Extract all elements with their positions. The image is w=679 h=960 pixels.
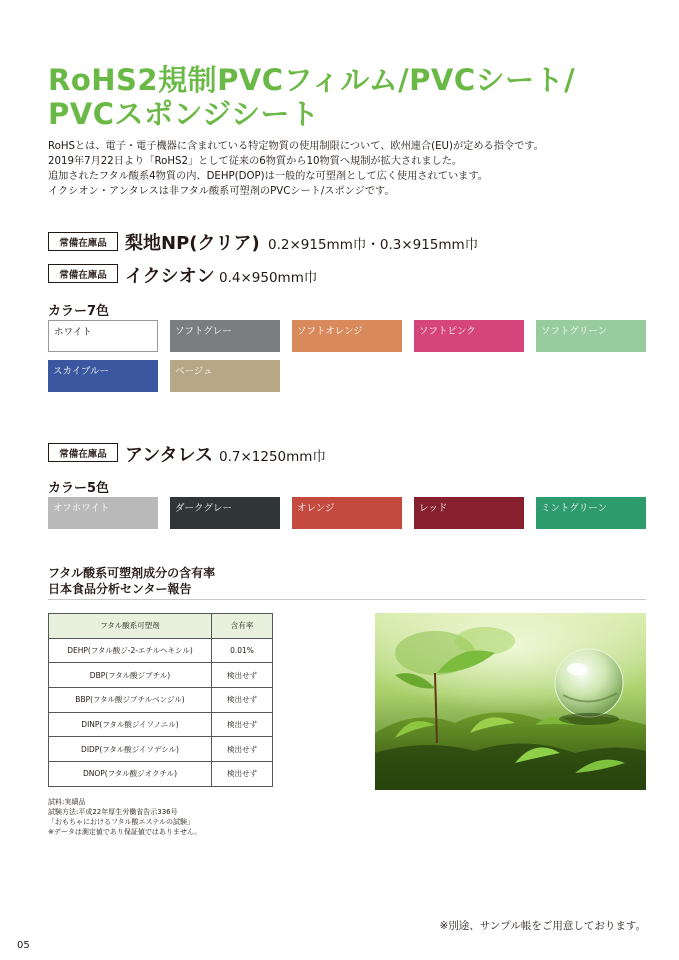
table-cell: DINP(フタル酸ジイソノニル) <box>49 712 212 737</box>
product-name: アンタレス <box>125 445 214 466</box>
table-row <box>49 712 273 737</box>
swatch-red: レッド <box>414 497 524 529</box>
table-cell: DIDP(フタル酸ジイソデシル) <box>49 737 212 762</box>
swatch-white: ホワイト <box>48 320 158 352</box>
divider <box>48 599 646 600</box>
swatch-off-white: オフホワイト <box>48 497 158 529</box>
note-line: 試料:実績品 <box>48 798 86 806</box>
intro-text <box>48 139 648 199</box>
table-cell: DNOP(フタル酸ジオクチル) <box>49 762 212 787</box>
intro-line: 追加されたフタル酸系4物質の内、DEHP(DOP)は一般的な可塑剤として広く使用されています。 <box>48 171 488 182</box>
report-heading-line-2: 日本食品分析センター報告 <box>48 582 192 596</box>
table-row <box>49 737 273 762</box>
page-title-line-2: PVCスポンジシート <box>48 97 320 131</box>
product-name: イクシオン <box>125 266 215 287</box>
table-cell: 検出せず <box>212 688 273 713</box>
stock-badge: 常備在庫品 <box>48 264 118 283</box>
swatch-soft-pink: ソフトピンク <box>414 320 524 352</box>
swatch-mint-green: ミントグリーン <box>536 497 646 529</box>
intro-line: 2019年7月22日より「RoHS2」として従来の6物質から10物質へ規制が拡大されました。 <box>48 156 463 167</box>
table-cell: 検出せず <box>212 712 273 737</box>
table-header-row <box>49 614 273 639</box>
table-row <box>49 688 273 713</box>
note-line: 「おもちゃにおけるフタル酸エステルの試験」 <box>48 818 195 826</box>
note-line: 試験方法:平成22年厚生労働省告示336号 <box>48 808 178 816</box>
swatch-soft-orange: ソフトオレンジ <box>292 320 402 352</box>
page-number: 05 <box>17 940 30 951</box>
stock-badge: 常備在庫品 <box>48 443 118 462</box>
swatch-orange: オレンジ <box>292 497 402 529</box>
moss-globe-photo <box>375 613 646 790</box>
color-heading: カラー5色 <box>48 481 110 496</box>
sample-book-footnote: ※別途、サンプル帳をご用意しております。 <box>439 920 646 932</box>
table-row <box>49 762 273 787</box>
stock-badge: 常備在庫品 <box>48 232 118 251</box>
table-header: フタル酸系可塑剤 <box>49 614 212 639</box>
table-header: 含有率 <box>212 614 273 639</box>
product-name: 梨地NP(クリア) <box>125 233 260 254</box>
swatch-soft-gray: ソフトグレー <box>170 320 280 352</box>
report-heading-line-1: フタル酸系可塑剤成分の含有率 <box>48 566 216 580</box>
product-size: 0.2×915mm巾・0.3×915mm巾 <box>268 237 479 253</box>
table-cell: 検出せず <box>212 663 273 688</box>
table-row <box>49 638 273 663</box>
color-heading: カラー7色 <box>48 304 110 319</box>
intro-line: イクシオン・アンタレスは非フタル酸系可塑剤のPVCシート/スポンジです。 <box>48 186 395 197</box>
product-size: 0.7×1250mm巾 <box>219 449 326 465</box>
swatch-beige: ベージュ <box>170 360 280 392</box>
note-line: ※データは測定値であり保証値ではありません。 <box>48 828 202 836</box>
swatch-sky-blue: スカイブルー <box>48 360 158 392</box>
intro-line: RoHSとは、電子・電子機器に含まれている特定物質の使用制限について、欧州連合(EU)が定める指令です。 <box>48 141 544 152</box>
swatch-soft-green: ソフトグリーン <box>536 320 646 352</box>
table-cell: DEHP(フタル酸ジ-2-エチルヘキシル) <box>49 638 212 663</box>
page-title-line-1: RoHS2規制PVCフィルム/PVCシート/ <box>48 63 576 97</box>
phthalate-table <box>48 613 273 787</box>
table-cell: DBP(フタル酸ジブチル) <box>49 663 212 688</box>
table-cell: 0.01% <box>212 638 273 663</box>
moss-globe-image <box>375 613 646 790</box>
test-notes <box>48 797 201 837</box>
table-cell: 検出せず <box>212 737 273 762</box>
table-cell: BBP(フタル酸ジブチルベンジル) <box>49 688 212 713</box>
product-size: 0.4×950mm巾 <box>219 270 318 286</box>
table-row <box>49 663 273 688</box>
table-cell: 検出せず <box>212 762 273 787</box>
swatch-dark-gray: ダークグレー <box>170 497 280 529</box>
